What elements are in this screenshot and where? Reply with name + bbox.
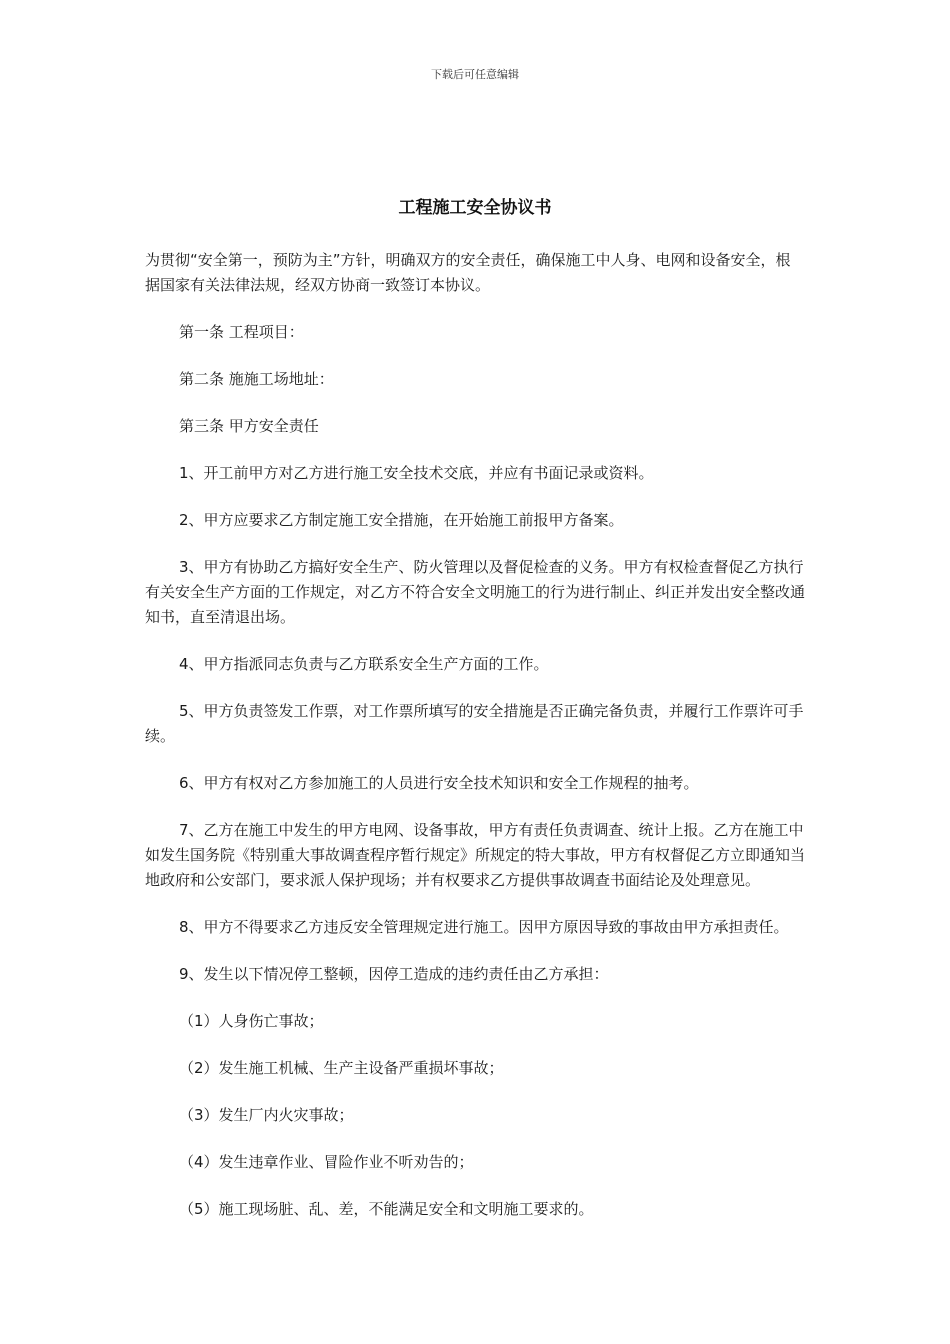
subitem-5: （5）施工现场脏、乱、差，不能满足安全和文明施工要求的。: [179, 1200, 594, 1218]
item-4: 4、甲方指派同志负责与乙方联系安全生产方面的工作。: [179, 655, 549, 673]
item-5: 5、甲方负责签发工作票，对工作票所填写的安全措施是否正确完备负责，并履行工作票许可手续。: [145, 702, 804, 745]
article-1: 第一条 工程项目：: [179, 323, 304, 341]
subitem-1: （1）人身伤亡事故；: [179, 1012, 324, 1030]
item-1: 1、开工前甲方对乙方进行施工安全技术交底，并应有书面记录或资料。: [179, 464, 654, 482]
subitem-3: （3）发生厂内火灾事故；: [179, 1106, 354, 1124]
item-6: 6、甲方有权对乙方参加施工的人员进行安全技术知识和安全工作规程的抽考。: [179, 774, 699, 792]
document-body: [145, 248, 805, 1244]
article-3: 第三条 甲方安全责任: [179, 417, 319, 435]
item-2: 2、甲方应要求乙方制定施工安全措施，在开始施工前报甲方备案。: [179, 511, 624, 529]
article-2: 第二条 施施工场地址：: [179, 370, 334, 388]
item-3: 3、甲方有协助乙方搞好安全生产、防火管理以及督促检查的义务。甲方有权检查督促乙方执行有关安全生产方面的工作规定，对乙方不符合安全文明施工的行为进行制止、纠正并发出安全整改通知书，直至清退出场。: [145, 558, 806, 626]
item-7: 7、乙方在施工中发生的甲方电网、设备事故，甲方有责任负责调查、统计上报。乙方在施工中如发生国务院《特别重大事故调查程序暂行规定》所规定的特大事故，甲方有权督促乙方立即通知当地政府和公安部门，要求派人保护现场；并有权要求乙方提供事故调查书面结论及处理意见。: [145, 821, 806, 889]
subitem-2: （2）发生施工机械、生产主设备严重损坏事故；: [179, 1059, 504, 1077]
intro-paragraph: 为贯彻“安全第一，预防为主”方针，明确双方的安全责任，确保施工中人身、电网和设备安全，根据国家有关法律法规，经双方协商一致签订本协议。: [145, 251, 791, 294]
subitem-4: （4）发生违章作业、冒险作业不听劝告的；: [179, 1153, 474, 1171]
header-note: 下载后可任意编辑: [431, 68, 519, 81]
document-title: 工程施工安全协议书: [398, 198, 552, 218]
item-8: 8、甲方不得要求乙方违反安全管理规定进行施工。因甲方原因导致的事故由甲方承担责任。: [179, 918, 789, 936]
item-9: 9、发生以下情况停工整顿，因停工造成的违约责任由乙方承担：: [179, 965, 609, 983]
